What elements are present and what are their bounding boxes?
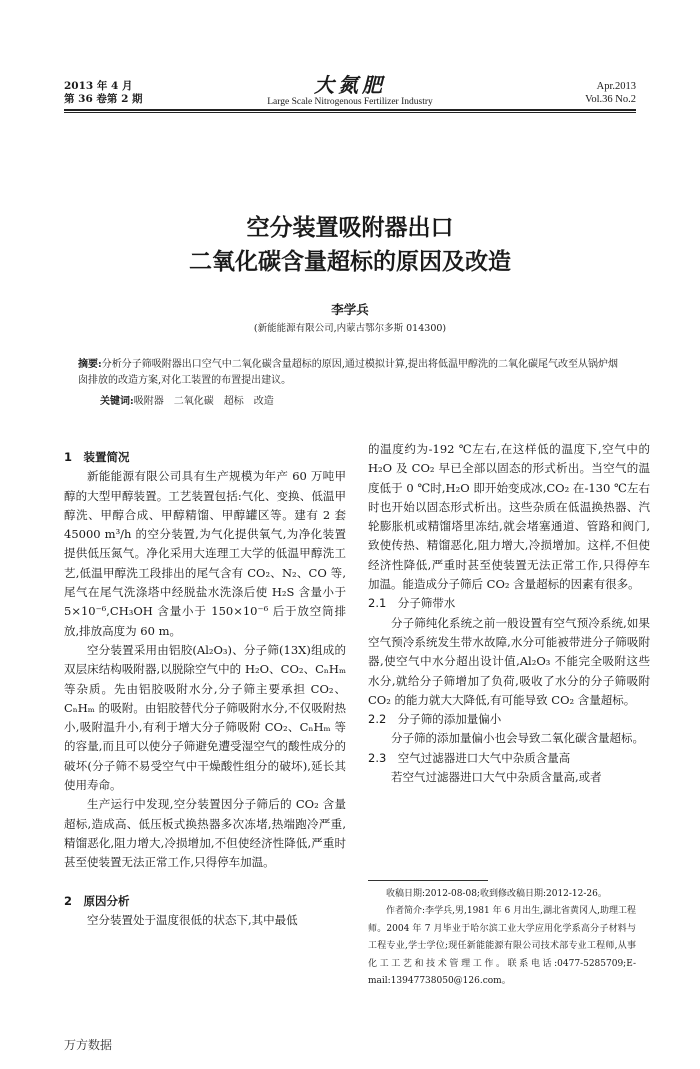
footnote-received: 收稿日期:2012-08-08;收到修改稿日期:2012-12-26。: [386, 889, 607, 899]
section-2-1-paragraph: 分子筛纯化系统之前一般设置有空气预冷系统,如果空气预冷系统发生带水故障,水分可能被带进分子筛吸附器,使空气中水分超出设计值,Al₂O₃ 不能完全吸附这些水分,就给分子筛增加了负荷,吸收了水分的分子筛吸附 CO₂ 的能力就大大降低,有可能导致 CO₂ 含量超标。: [368, 615, 650, 707]
keywords-label: 关键词:: [100, 396, 134, 407]
section-1-paragraph-1: 新能能源有限公司具有生产规模为年产 60 万吨甲醇的大型甲醇装置。工艺装置包括:气化、变换、低温甲醇洗、甲醇合成、甲醇精馏、甲醇罐区等。建有 2 套 45000 m³/h 的空分装置,为气化提供氧气,为净化装置提供低压氮气。净化采用大连理工大学的低温甲醇洗工艺,低温甲醇洗工段排出的尾气含有 CO₂、N₂、CO 等,尾气在尾气洗涤塔中经脱盐水洗涤后使 H₂S 含量小于 5×10⁻⁶,CH₃OH 含量小于 150×10⁻⁶ 后于放空筒排放,排放高度为 60 m。: [64, 469, 346, 638]
journal-logo: 大氮肥: [314, 73, 386, 97]
section-1-paragraph-3: 生产运行中发现,空分装置因分子筛后的 CO₂ 含量超标,造成高、低压板式换热器多次冻堵,热端跑冷严重,精馏恶化,阻力增大,冷损增加,不但使经济性降低,严重时甚至使装置无法正常工作,只得停车加温。: [64, 797, 346, 870]
issue-date-cn: 2013 年 4 月: [64, 80, 133, 92]
volume-en: Vol.36 No.2: [585, 94, 636, 105]
section-2-2-paragraph: 分子筛的添加量偏小也会导致二氧化碳含量超标。: [391, 731, 644, 746]
issue-date-en: Apr.2013: [596, 81, 636, 92]
section-2-3-paragraph: 若空气过滤器进口大气中杂质含量高,或者: [391, 770, 602, 785]
keywords: [100, 392, 274, 407]
author-affiliation: (新能能源有限公司,内蒙古鄂尔多斯 014300): [253, 323, 447, 334]
left-column: [64, 448, 346, 930]
abstract-label: 摘要:: [78, 359, 102, 370]
footnote-rule: [368, 880, 488, 881]
right-column: [368, 440, 650, 787]
section-2-paragraph-1: 空分装置处于温度很低的状态下,其中最低: [87, 912, 298, 927]
journal-name-en: Large Scale Nitrogenous Fertilizer Industry: [267, 97, 433, 107]
paper-title-line1: 空分装置吸附器出口: [246, 215, 454, 241]
header-issue-info-en: [585, 80, 636, 106]
volume-cn: 第 36 卷第 2 期: [64, 93, 143, 105]
section-2-paragraph-cont: 的温度约为-192 ℃左右,在这样低的温度下,空气中的 H₂O 及 CO₂ 早已全部以固态的形式析出。当空气的温度低于 0 ℃时,H₂O 即开始变成冰,CO₂ 在-130 ℃左右时也开始以固态形式析出。这些杂质在低温换热器、汽轮膨胀机或精馏塔里冻结,就会堵塞通道、管路和阀门,致使传热、精馏恶化,阻力增大,冷损增加。这样,不但使经济性降低,严重时甚至使装置无法正常工作,只得停车加温。能造成分子筛后 CO₂ 含量超标的因素有很多。: [368, 442, 650, 592]
author-name: 李学兵: [331, 302, 369, 317]
header-rule: [64, 109, 636, 111]
section-2-3-heading: 2.3 空气过滤器进口大气中杂质含量高: [368, 750, 571, 765]
footnote-author-bio: 作者简介:李学兵,男,1981 年 6 月出生,湖北省黄冈人,助理工程师。2004 年 7 月毕业于哈尔滨工业大学应用化学系高分子材料与工程专业,学士学位;现任新能能源有限公司技术部专业工程师,从事化工工艺和技术管理工作。联系电话:0477-5285709;E-mail:13947738050@126.com。: [368, 906, 636, 987]
watermark: 万方数据: [64, 1038, 113, 1052]
paper-title-line2: 二氧化碳含量超标的原因及改造: [189, 249, 511, 275]
keywords-text: 吸附器 二氧化碳 超标 改造: [133, 396, 274, 407]
section-2-1-heading: 2.1 分子筛带水: [368, 596, 456, 611]
header-journal: [250, 74, 450, 108]
header-rule-thin: [64, 112, 636, 113]
abstract-text: 分析分子筛吸附器出口空气中二氧化碳含量超标的原因,通过模拟计算,提出将低温甲醇洗的二氧化碳尾气改至从锅炉烟囱排放的改造方案,对化工装置的布置提出建议。: [78, 359, 619, 386]
footnote: [368, 886, 636, 990]
abstract: [78, 357, 623, 389]
section-1-paragraph-2: 空分装置采用由铝胶(Al₂O₃)、分子筛(13X)组成的双层床结构吸附器,以脱除空气中的 H₂O、CO₂、CₙHₘ 等杂质。先由铝胶吸附水分,分子筛主要承担 CO₂、CₙHₘ 的吸附。由铝胶替代分子筛吸附水分,不仅吸附热小,吸附温升小,有利于增大分子筛吸附 CO₂、CₙHₘ 等的容量,而且可以使分子筛避免遭受湿空气的酸性成分的破坏(分子筛不易受空气中干燥酸性组分的破坏),延长其使用寿命。: [64, 642, 346, 793]
section-2-heading: 2 原因分析: [64, 893, 130, 908]
header-issue-info: [64, 80, 143, 106]
section-2-2-heading: 2.2 分子筛的添加量偏小: [368, 712, 502, 727]
section-1-heading: 1 装置简况: [64, 450, 130, 464]
